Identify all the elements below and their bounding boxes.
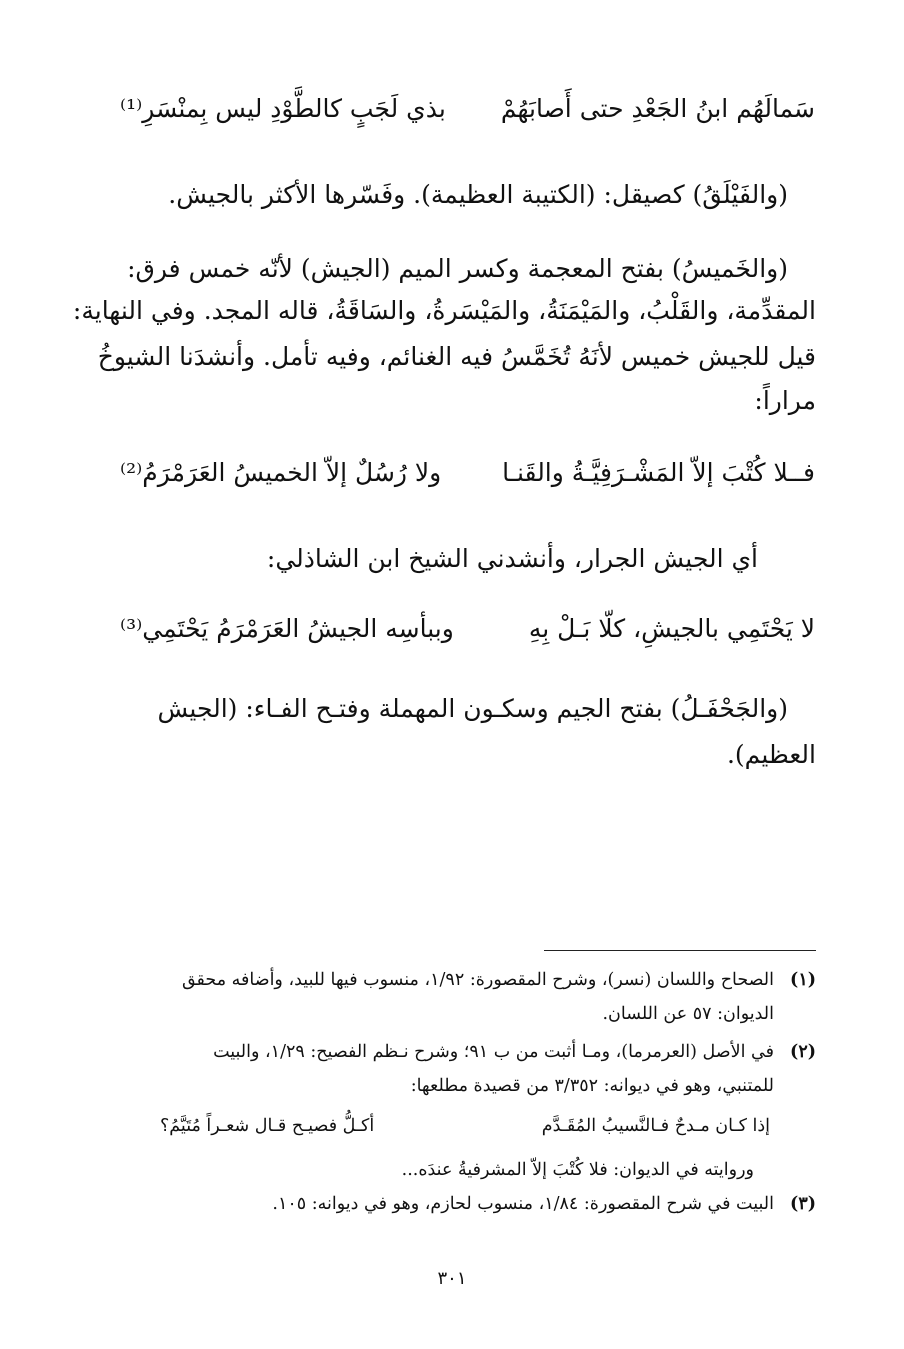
footnote-2-line-1: في الأصل (العرمرما)، ومـا أثبت من ب ٩١؛ وشرح نـظم الفصيح: ١/٢٩، والبيت xyxy=(213,1042,774,1062)
footnote-3-number: (٣) xyxy=(790,1194,816,1214)
footnote-2-verse-first-hemistich: إذا كـان مـدحٌ فـالنَّسيبُ المُقَـدَّم xyxy=(541,1116,770,1136)
paragraph-jahfal-line-2: العظيم). xyxy=(726,740,816,769)
footnote-2-number: (٢) xyxy=(790,1042,816,1062)
footnote-1-number: (١) xyxy=(790,970,816,990)
page-number: ٣٠١ xyxy=(437,1268,467,1289)
footnote-2-line-2: للمتنبي، وهو في ديوانه: ٣/٣٥٢ من قصيدة مطلعها: xyxy=(410,1076,774,1096)
footnote-3-line-1: البيت في شرح المقصورة: ١/٨٤، منسوب لحازم، وهو في ديوانه: ١٠٥. xyxy=(272,1194,774,1214)
verse-2-first-hemistich: فــلا كُتْبَ إلاّ المَشْـرَفِيَّـةُ والقَنـا xyxy=(502,458,815,487)
verse-2-second-hemistich: ولا رُسُلٌ إلاّ الخميسُ العَرَمْرَمُ⁽²⁾ xyxy=(120,458,442,487)
paragraph-khamis-line-1: (والخَميسُ) بفتح المعجمة وكسر الميم (الجيش) لأنّه خمس فرق: xyxy=(127,254,788,283)
footnote-1-line-1: الصحاح واللسان (نسر)، وشرح المقصورة: ١/٩٢، منسوب فيها للبيد، وأضافه محقق xyxy=(181,970,774,990)
verse-3 xyxy=(120,614,815,654)
footnote-2-verse-second-hemistich: أكـلُّ فصيـح قـال شعـراً مُتَيَّمُ؟ xyxy=(160,1116,375,1136)
verse-2 xyxy=(120,458,815,498)
footnote-2-verse xyxy=(160,1116,770,1146)
paragraph-faylaq: (والفَيْلَقُ) كصيقل: (الكتيبة العظيمة). وفَسّرها الأكثر بالجيش. xyxy=(168,180,788,209)
paragraph-jarrar: أي الجيش الجرار، وأنشدني الشيخ ابن الشاذلي: xyxy=(266,544,758,573)
footnote-1-line-2: الديوان: ٥٧ عن اللسان. xyxy=(602,1004,774,1024)
paragraph-khamis-line-2: المقدِّمة، والقَلْبُ، والمَيْمَنَةُ، والمَيْسَرةُ، والسَاقَةُ، قاله المجد. وفي النهاية: xyxy=(72,296,816,325)
footnote-2-riwaya: وروايته في الديوان: فلا كُتْبَ إلاّ المشرفيةُ عندَه... xyxy=(401,1160,754,1180)
verse-1 xyxy=(120,94,815,134)
verse-1-first-hemistich: سَمالَهُم ابنُ الجَعْدِ حتى أَصابَهُمْ xyxy=(500,94,815,123)
verse-1-second-hemistich: بذي لَجَبٍ كالطَّوْدِ ليس بِمنْسَرِ⁽¹⁾ xyxy=(120,94,446,123)
verse-3-first-hemistich: لا يَحْتَمِي بالجيشِ، كلّا بَـلْ بِهِ xyxy=(528,614,815,643)
verse-3-second-hemistich: وببأسِه الجيشُ العَرَمْرَمُ يَحْتَمِي⁽³⁾ xyxy=(120,614,454,643)
paragraph-khamis-line-3: قيل للجيش خميس لأنَهُ تُخَمَّسُ فيه الغنائم، وفيه تأمل. وأنشدَنا الشيوخُ xyxy=(97,342,816,371)
paragraph-jahfal-line-1: (والجَحْفَـلُ) بفتح الجيم وسكـون المهملة وفتـح الفـاء: (الجيش xyxy=(157,694,788,723)
footnote-separator xyxy=(544,950,816,951)
paragraph-khamis-line-4: مراراً: xyxy=(754,386,816,415)
